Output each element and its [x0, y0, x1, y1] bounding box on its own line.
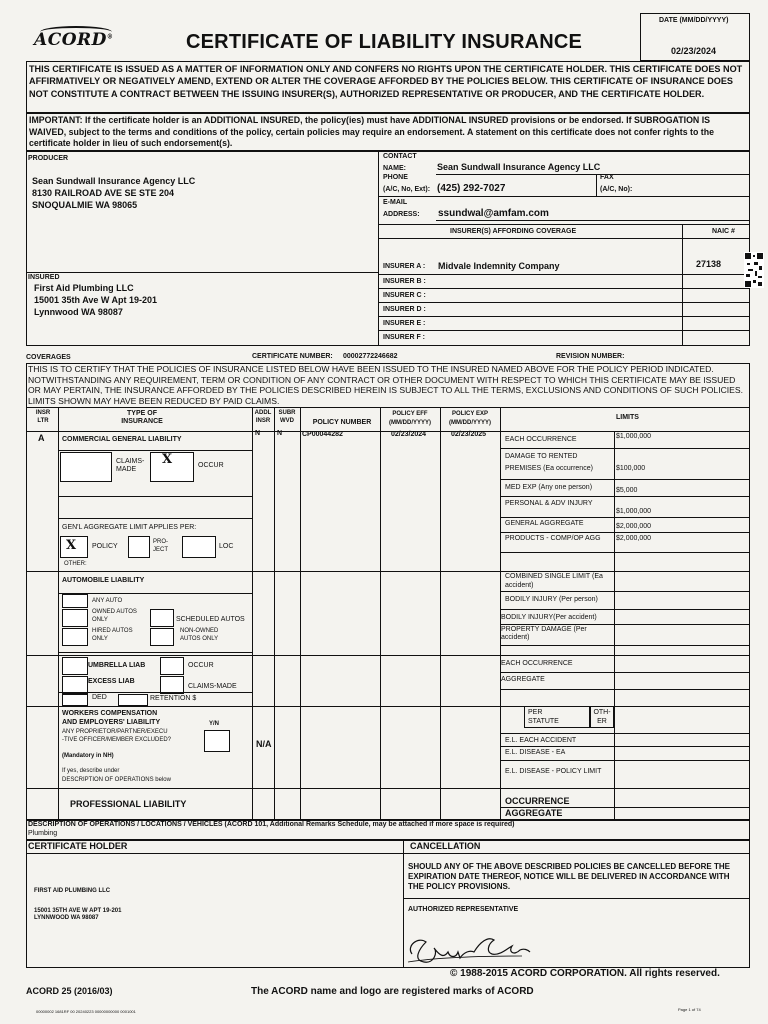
- cert-number-label: CERTIFICATE NUMBER:: [252, 353, 333, 360]
- insurer-a-naic: 27138: [696, 259, 722, 269]
- trademark: The ACORD name and logo are registered marks of ACORD: [251, 986, 534, 997]
- gl-subr: N: [277, 430, 283, 437]
- insurer-b-label: INSURER B :: [383, 278, 426, 285]
- umbrella-limit-0: EACH OCCURRENCE: [501, 660, 573, 667]
- wc-other: OTH-ER: [593, 709, 611, 725]
- th-exp: POLICY EXP (MM/DD/YYYY): [449, 411, 491, 426]
- insured-label: INSURED: [28, 274, 60, 281]
- wc-title2: AND EMPLOYERS' LIABILITY: [62, 719, 161, 726]
- qr-code: [744, 252, 764, 288]
- wc-describe2: DESCRIPTION OF OPERATIONS below: [62, 777, 171, 783]
- auto-owned-label: OWNED AUTOS ONLY: [92, 609, 137, 623]
- gl-limit-label-2: MED EXP (Any one person): [505, 484, 593, 491]
- cancellation-label: CANCELLATION: [410, 841, 481, 851]
- gl-limit-label-1: DAMAGE TO RENTED PREMISES (Ea occurrence): [505, 453, 593, 472]
- coverages-label: COVERAGES: [26, 354, 71, 361]
- date-label: DATE (MM/DD/YYYY): [659, 17, 729, 24]
- gl-occur-label: OCCUR: [198, 462, 224, 469]
- wc-limit-1: E.L. DISEASE - EA: [505, 749, 566, 756]
- auto-any-label: ANY AUTO: [92, 598, 123, 604]
- cert-number: 00002772246682: [343, 353, 398, 360]
- contact-name: Sean Sundwall Insurance Agency LLC: [437, 162, 601, 172]
- insurer-f-label: INSURER F :: [383, 334, 425, 341]
- disclaimer-text: THIS CERTIFICATE IS ISSUED AS A MATTER OF INFORMATION ONLY AND CONFERS NO RIGHTS UPON THE CERTIFICATE HOLDER. THIS CERTIFICATE DOES NOT AFFIRMATIVELY OR NEGATIVELY AMEND, EXTEND OR ALTER THE COVERAGE AFFORDED BY THE POLICIES BELOW. THIS CERTIFICATE OF INSURANCE DOES NOT CONSTITUTE A CONTRACT BETWEEN THE ISSUING INSURER(S), AUTHORIZED REPRESENTATIVE OR PRODUCER, AND THE CERTIFICATE HOLDER.: [29, 64, 743, 99]
- fine-print: 00000002 1681RF 00 20240223 00000000000 0001001: [36, 1009, 136, 1014]
- insured-line2: 15001 35th Ave W Apt 19-201: [34, 295, 158, 305]
- description-label: DESCRIPTION OF OPERATIONS / LOCATIONS / VEHICLES (ACORD 101, Additional Remarks Schedule, may be attached if more space is required): [28, 821, 515, 828]
- gl-claims-made-checkbox[interactable]: [60, 452, 112, 482]
- fax-label: FAX: [600, 174, 614, 181]
- auto-hired-label: HIRED AUTOS ONLY: [92, 628, 133, 642]
- gl-limit-label-0: EACH OCCURRENCE: [505, 436, 577, 443]
- description-text: Plumbing: [28, 830, 58, 837]
- insurer-e-label: INSURER E :: [383, 320, 426, 327]
- professional-aggregate: AGGREGATE: [505, 808, 563, 818]
- cancellation-text: SHOULD ANY OF THE ABOVE DESCRIBED POLICIES BE CANCELLED BEFORE THE EXPIRATION DATE THEREOF, NOTICE WILL BE DELIVERED IN ACCORDANCE WITH THE POLICY PROVISIONS.: [408, 862, 730, 891]
- auto-scheduled-label: SCHEDULED AUTOS: [176, 616, 245, 623]
- auto-scheduled-checkbox[interactable]: [150, 609, 174, 627]
- certify-text: THIS IS TO CERTIFY THAT THE POLICIES OF INSURANCE LISTED BELOW HAVE BEEN ISSUED TO THE INSURED NAMED ABOVE FOR THE POLICY PERIOD INDICATED. NOTWITHSTANDING ANY REQUIREMENT, TERM OR CONDITION OF ANY CONTRACT OR OTHER DOCUMENT WITH RESPECT TO WHICH THIS CERTIFICATE MAY BE ISSUED OR MAY PERTAIN, THE INSURANCE AFFORDED BY THE POLICIES DESCRIBED HEREIN IS SUBJECT TO ALL THE TERMS, EXCLUSIONS AND CONDITIONS OF SUCH POLICIES. LIMITS SHOWN MAY HAVE BEEN REDUCED BY PAID CLAIMS.: [28, 364, 744, 406]
- excess-label: EXCESS LIAB: [88, 678, 135, 685]
- gl-limit-value-0: $1,000,000: [616, 433, 652, 440]
- umbrella-checkbox[interactable]: [62, 657, 88, 675]
- phone-label: PHONE: [383, 174, 408, 181]
- producer-label: PRODUCER: [28, 155, 69, 162]
- gl-limit-value-3: $1,000,000: [616, 508, 652, 515]
- revision-label: REVISION NUMBER:: [556, 353, 625, 360]
- gl-policy-check-mark: X: [66, 538, 77, 553]
- umbrella-occur-checkbox[interactable]: [160, 657, 184, 675]
- copyright: © 1988-2015 ACORD CORPORATION. All rights reserved.: [450, 968, 720, 979]
- producer-line3: SNOQUALMIE WA 98065: [32, 200, 138, 210]
- holder-cancel-box: [26, 840, 750, 968]
- holder-line3: LYNNWOOD WA 98087: [34, 915, 99, 921]
- retention-label: RETENTION $: [150, 695, 197, 702]
- umbrella-limit-1: AGGREGATE: [501, 676, 545, 683]
- email-address-label: ADDRESS:: [383, 211, 420, 218]
- th-subr: SUBR WVD: [278, 410, 296, 424]
- auto-limit-2: BODILY INJURY(Per accident): [501, 614, 597, 621]
- gl-title: COMMERCIAL GENERAL LIABILITY: [62, 436, 182, 443]
- gl-project-label: PRO-JECT: [153, 539, 168, 553]
- gl-project-checkbox[interactable]: [128, 536, 150, 558]
- ded-label: DED: [92, 694, 107, 701]
- insurers-header: INSURER(S) AFFORDING COVERAGE: [450, 228, 577, 235]
- th-limits: LIMITS: [616, 414, 639, 421]
- gl-limit-value-1: $100,000: [616, 465, 646, 472]
- auto-title: AUTOMOBILE LIABILITY: [62, 577, 145, 584]
- wc-limit-0: E.L. EACH ACCIDENT: [505, 737, 577, 744]
- gl-limit-label-5: PRODUCTS - COMP/OP AGG: [505, 535, 601, 542]
- producer-line2: 8130 RAILROAD AVE SE STE 204: [32, 188, 175, 198]
- insurer-a-name: Midvale Indemnity Company: [438, 261, 560, 271]
- date-box: [640, 13, 750, 61]
- professional-title: PROFESSIONAL LIABILITY: [70, 799, 187, 809]
- disclaimer-box: [26, 61, 750, 113]
- auth-rep-label: AUTHORIZED REPRESENTATIVE: [408, 906, 519, 913]
- insurer-a-label: INSURER A :: [383, 263, 426, 270]
- auto-hired-checkbox[interactable]: [62, 628, 88, 646]
- wc-describe1: If yes, describe under: [62, 768, 120, 774]
- auto-limit-1: BODILY INJURY (Per person): [505, 596, 598, 603]
- gl-limit-value-4: $2,000,000: [616, 523, 652, 530]
- th-addl: ADDL INSR: [254, 410, 272, 424]
- auto-limit-0: COMBINED SINGLE LIMIT (Ea accident): [505, 573, 603, 589]
- wc-title1: WORKERS COMPENSATION: [62, 710, 158, 717]
- th-type: TYPE OF INSURANCE: [121, 410, 163, 425]
- important-text: IMPORTANT: If the certificate holder is an ADDITIONAL INSURED, the policy(ies) must have ADDITIONAL INSURED provisions or be endorsed. If SUBROGATION IS WAIVED, subject to the terms and conditions of the policy, certain policies may require an endorsement. A statement on this certificate does not confer rights to the certificate holder in lieu of such endorsement(s).: [29, 115, 714, 149]
- gl-limit-value-5: $2,000,000: [616, 535, 652, 542]
- th-eff: POLICY EFF (MM/DD/YYYY): [389, 411, 431, 426]
- insured-line3: Lynnwood WA 98087: [34, 307, 123, 317]
- gl-policy-number: CP00044282: [302, 431, 343, 438]
- email-label: E-MAIL: [383, 199, 408, 206]
- insured-line1: First Aid Plumbing LLC: [34, 283, 134, 293]
- phone-sub-label: (A/C, No, Ext):: [383, 186, 431, 193]
- gl-policy-label: POLICY: [92, 543, 118, 550]
- umbrella-occur-label: OCCUR: [188, 662, 214, 669]
- insurer-c-label: INSURER C :: [383, 292, 426, 299]
- gl-limit-value-2: $5,000: [616, 487, 638, 494]
- wc-per-statute: PER STATUTE: [528, 709, 559, 725]
- auto-limit-3: PROPERTY DAMAGE (Per accident): [501, 626, 587, 641]
- email-value: ssundwal@amfam.com: [438, 208, 549, 219]
- th-insr-ltr: INSR LTR: [35, 410, 51, 424]
- phone-value: (425) 292-7027: [437, 183, 506, 194]
- gl-agg-applies: GEN'L AGGREGATE LIMIT APPLIES PER:: [62, 524, 197, 531]
- auto-owned-checkbox[interactable]: [62, 609, 88, 627]
- retention-checkbox[interactable]: [118, 694, 148, 706]
- gl-insr-ltr: A: [38, 433, 45, 443]
- wc-na: N/A: [256, 739, 272, 749]
- form-number: ACORD 25 (2016/03): [26, 986, 113, 996]
- naic-label: NAIC #: [712, 228, 735, 235]
- gl-claims-made-label: CLAIMS-MADE: [116, 458, 145, 473]
- wc-prop2: -TIVE OFFICER/MEMBER EXCLUDED?: [62, 737, 172, 743]
- contact-name-label: NAME:: [383, 165, 406, 172]
- gl-exp-date: 02/23/2025: [451, 431, 487, 438]
- contact-label: CONTACT: [383, 153, 417, 160]
- producer-line1: Sean Sundwall Insurance Agency LLC: [32, 176, 196, 186]
- holder-line1: FIRST AID PLUMBING LLC: [34, 888, 111, 894]
- logo-swoosh: [40, 26, 112, 38]
- gl-limit-label-3: PERSONAL & ADV INJURY: [505, 500, 593, 507]
- logo-text: ACORD: [34, 30, 107, 50]
- auto-any-checkbox[interactable]: [62, 594, 88, 608]
- auto-non-owned-label: NON-OWNED AUTOS ONLY: [180, 628, 219, 642]
- holder-label: CERTIFICATE HOLDER: [28, 841, 128, 851]
- umbrella-label: UMBRELLA LIAB: [88, 662, 146, 669]
- th-policy-number: POLICY NUMBER: [312, 419, 372, 426]
- page-title: CERTIFICATE OF LIABILITY INSURANCE: [186, 31, 583, 53]
- gl-loc-label: LOC: [219, 543, 234, 550]
- date-value: 02/23/2024: [671, 46, 717, 56]
- wc-yn-checkbox[interactable]: [204, 730, 230, 752]
- gl-other-label: OTHER:: [64, 561, 87, 567]
- acord-logo: ACORD®: [34, 30, 114, 50]
- wc-mandatory: (Mandatory in NH): [62, 753, 114, 759]
- excess-claims-made-label: CLAIMS-MADE: [188, 683, 237, 690]
- wc-limit-2: E.L. DISEASE - POLICY LIMIT: [505, 768, 602, 775]
- important-box: [26, 113, 750, 151]
- ded-checkbox[interactable]: [62, 694, 88, 706]
- gl-addl: N: [255, 430, 261, 437]
- auto-non-owned-checkbox[interactable]: [150, 628, 174, 646]
- gl-limit-label-4: GENERAL AGGREGATE: [505, 520, 584, 527]
- wc-prop1: ANY PROPRIETOR/PARTNER/EXECU: [62, 729, 168, 735]
- fax-sub-label: (A/C, No):: [600, 186, 633, 193]
- professional-occurrence: OCCURRENCE: [505, 796, 570, 806]
- insurer-d-label: INSURER D :: [383, 306, 426, 313]
- gl-eff-date: 02/23/2024: [391, 431, 427, 438]
- gl-loc-checkbox[interactable]: [182, 536, 216, 558]
- wc-yn-label: Y/N: [209, 721, 220, 727]
- holder-line2: 15001 35TH AVE W APT 19-201: [34, 908, 122, 914]
- gl-occur-check-mark: X: [162, 452, 173, 467]
- page-number: Page 1 of 74: [678, 1007, 701, 1012]
- signature-image: [404, 922, 536, 968]
